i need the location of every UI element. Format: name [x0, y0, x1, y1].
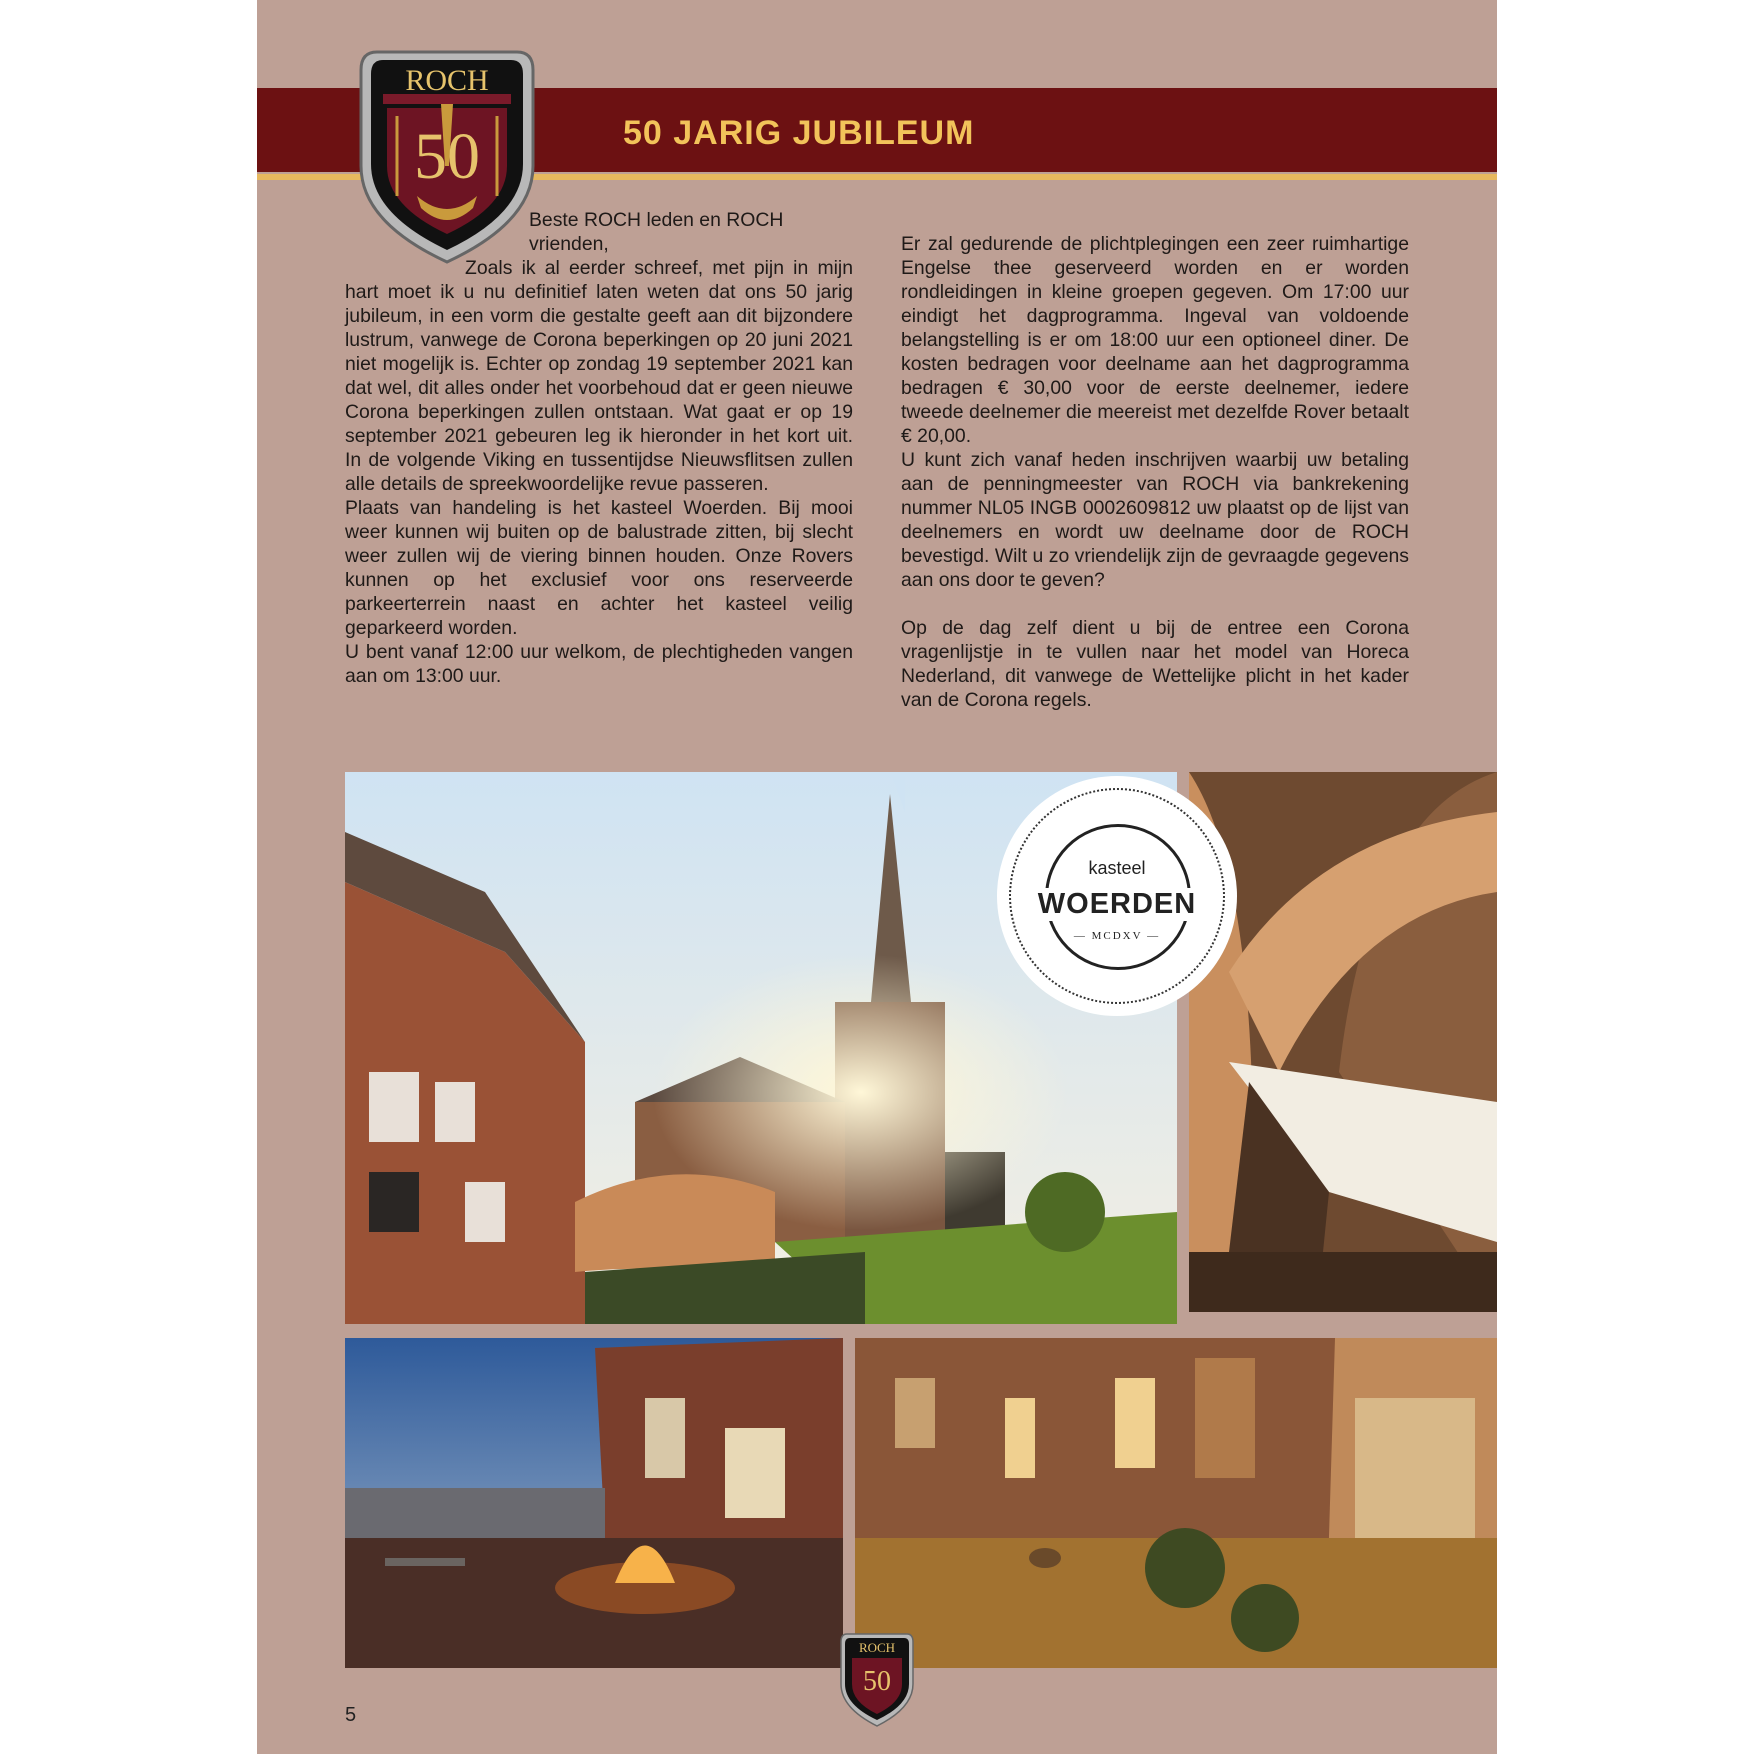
stamp-sub-text: — MCDXV — — [1073, 930, 1161, 942]
paragraph: U bent vanaf 12:00 uur welkom, de plechtigheden vangen aan om 13:00 uur. — [345, 641, 853, 687]
paragraph: U kunt zich vanaf heden inschrijven waarbij uw betaling aan de penningmeester van ROCH via bankrekening nummer NL05 INGB 0002609812 uw plaatst op de lijst van deelnemers en wordt uw deelname door de ROCH bevestigd. Wilt u zo vriendelijk zijn de gevraagde gegevens aan ons door te geven? — [901, 449, 1409, 591]
kasteel-woerden-stamp — [997, 776, 1237, 1016]
svg-text:ROCH: ROCH — [858, 1640, 896, 1655]
terrace-firepit-photo — [345, 1338, 843, 1668]
magazine-page — [257, 0, 1497, 1754]
svg-text:50: 50 — [863, 1666, 891, 1697]
page-number: 5 — [345, 1704, 357, 1726]
svg-text:ROCH: ROCH — [405, 64, 489, 97]
greeting-line-1: Beste ROCH leden en ROCH — [529, 209, 784, 231]
paragraph: Er zal gedurende de plichtplegingen een zeer ruimhartige Engelse thee geserveerd worden en er worden rondleidingen in kleine groepen gegeven. Om 17:00 uur eindigt het dagprogramma. Ingeval van voldoende belangstelling is er om 18:00 uur een optioneel diner. De kosten bedragen voor deelname aan het dagprogramma bedragen € 30,00 voor de eerste deelnemer, iedere tweede deelnemer die meereist met dezelfde Rover betaalt € 20,00. — [901, 233, 1409, 447]
paragraph-spacer — [901, 592, 1409, 616]
paragraph: Zoals ik al eerder schreef, met pijn in mijn hart moet ik u nu definitief laten weten dat ons 50 jarig jubileum, in een vorm die gestalte geeft aan dit bijzondere lustrum, vanwege de Corona beperkingen op 20 juni 2021 niet mogelijk is. Echter op zondag 19 september 2021 kan dat wel, dit alles onder het voorbehoud dat er geen nieuwe Corona beperkingen zullen ontstaan. Wat gaat er op 19 september 2021 gebeuren leg ik hieronder in het kort uit. In de volgende Viking en tussentijdse Nieuwsflitsen zullen alle details de spreekwoordelijke revue passeren. — [345, 257, 853, 495]
article-column-left — [345, 256, 853, 688]
paragraph: Plaats van handeling is het kasteel Woerden. Bij mooi weer kunnen wij buiten op de balustrade zitten, bij slecht weer zullen wij de viering binnen houden. Onze Rovers kunnen op het exclusief voor ons reserveerde parkeerterrein naast en achter het kasteel veilig geparkeerd worden. — [345, 497, 853, 639]
vaulted-cellar-photo — [1189, 772, 1497, 1312]
greeting-line-2: vrienden, — [529, 233, 609, 255]
roch-50-logo-icon — [357, 46, 537, 268]
page-title: 50 JARIG JUBILEUM — [623, 114, 975, 152]
paragraph: Op de dag zelf dient u bij de entree een Corona vragenlijstje in te vullen naar het model van Horeca Nederland, dit vanwege de Wettelijke plicht in het kader van de Corona regels. — [901, 617, 1409, 711]
article-column-right — [901, 232, 1409, 712]
stamp-main-text: WOERDEN — [1017, 888, 1217, 921]
greeting — [529, 208, 829, 256]
stamp-top-text: kasteel — [1088, 858, 1146, 878]
svg-text:50: 50 — [414, 120, 480, 193]
roch-50-footer-logo-icon — [839, 1632, 915, 1728]
courtyard-night-photo — [855, 1338, 1497, 1668]
